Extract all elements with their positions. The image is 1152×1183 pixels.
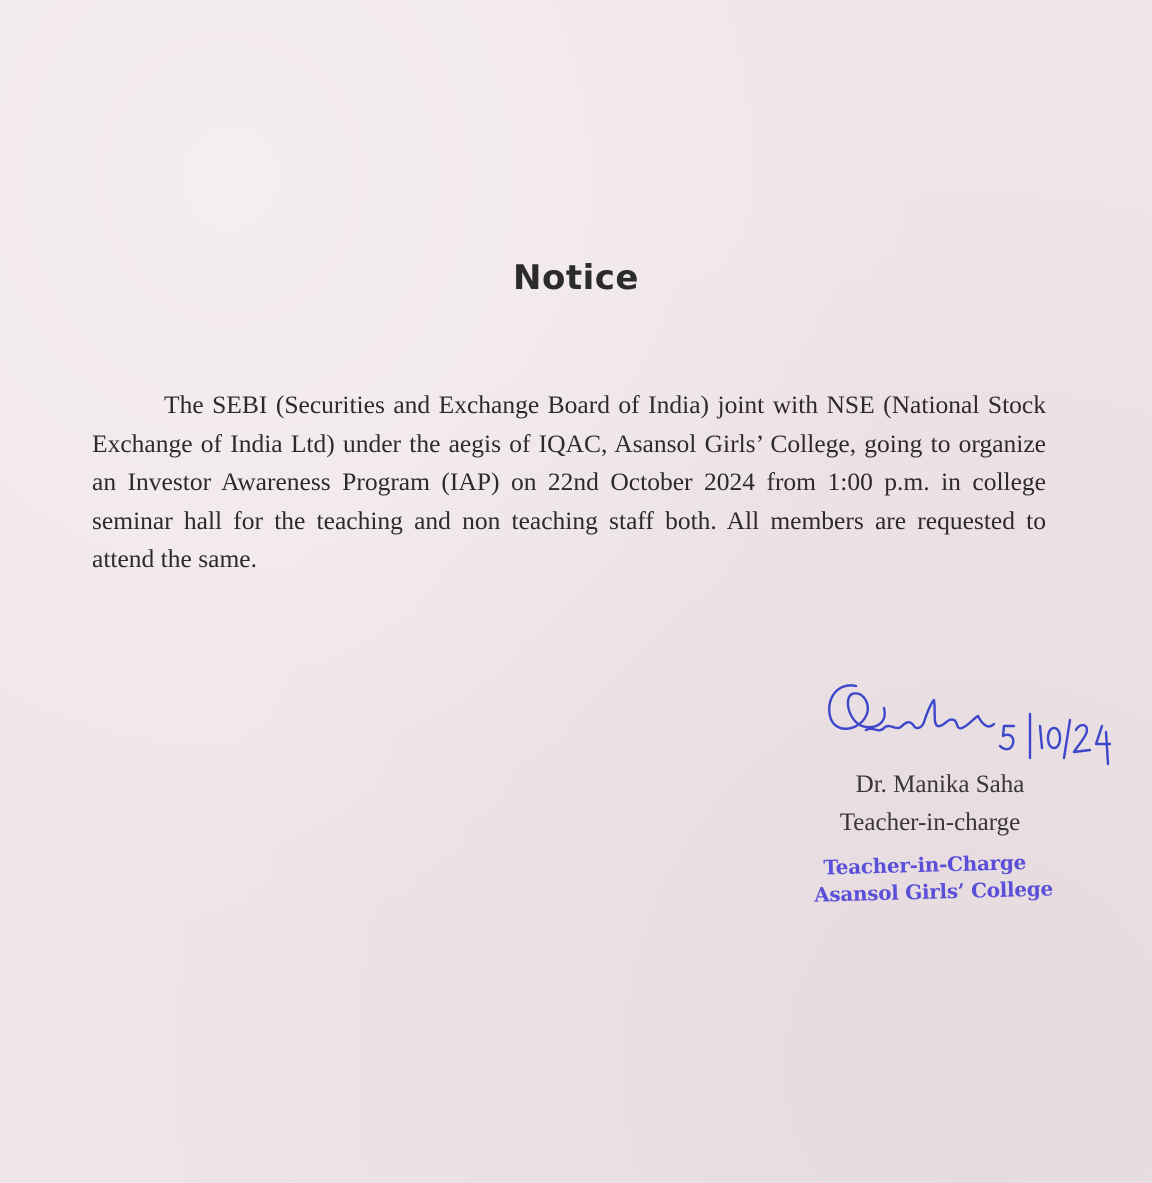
- signatory-designation: Teacher-in-charge: [839, 809, 1021, 836]
- stamp-line-role: Teacher-in-Charge: [823, 850, 1027, 880]
- notice-body: The SEBI (Securities and Exchange Board of India) joint with NSE (National Stock Exchange of India Ltd) under the aegis of IQAC, Asansol Girls’ College, going to organize an Investor Awareness Program (IAP) on 22nd October 2024 from 1:00 p.m. in college seminar hall for the teaching and non teaching staff both. All members are requested to attend the same.: [92, 390, 1046, 573]
- stamp-line-college: Asansol Girls’ College: [813, 876, 1054, 907]
- signatory-name: Dr. Manika Saha: [855, 771, 1025, 798]
- handwritten-signature: [818, 668, 1128, 778]
- office-stamp: [807, 849, 1054, 925]
- notice-title: Notice: [513, 258, 639, 298]
